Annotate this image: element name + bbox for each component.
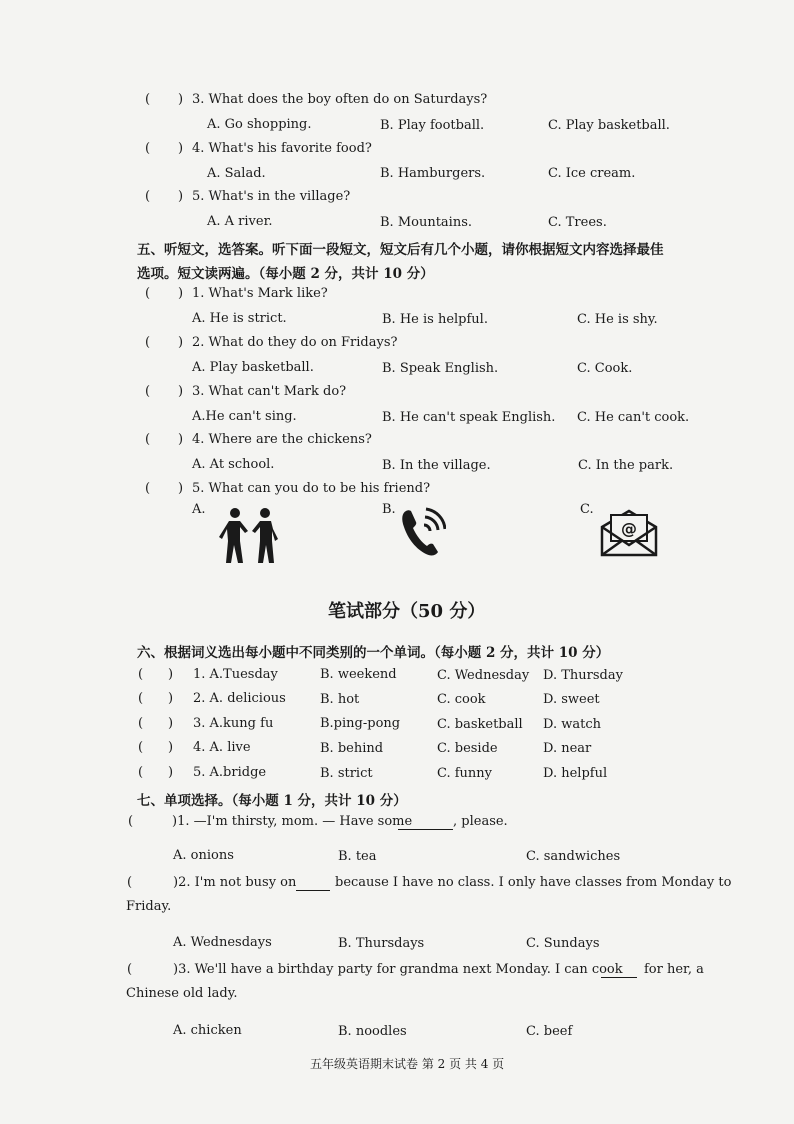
- question-text: )2. I'm not busy on: [173, 875, 297, 890]
- word-option-a: 5. A.bridge: [193, 765, 267, 780]
- word-option-b: B. strict: [320, 766, 373, 781]
- answer-paren-open: (: [145, 384, 151, 399]
- answer-paren-open: (: [138, 667, 144, 682]
- option-b: B. tea: [338, 849, 377, 864]
- question-text-end: because I have no class. I only have classes from Monday to: [335, 875, 732, 890]
- answer-paren-open: (: [145, 92, 151, 107]
- phone-call-icon: [400, 505, 446, 557]
- answer-paren-open: (: [145, 335, 151, 350]
- answer-paren-open: (: [127, 875, 133, 890]
- word-option-c: C. beside: [437, 741, 498, 756]
- option-b: B. In the village.: [382, 458, 491, 473]
- option-c: C. Trees.: [548, 215, 607, 230]
- two-people-icon: [218, 505, 282, 565]
- question-text: 2. What do they do on Fridays?: [192, 335, 398, 350]
- word-option-d: D. helpful: [543, 766, 608, 781]
- option-a: A. A river.: [207, 214, 273, 229]
- written-part-title: 笔试部分（50 分）: [328, 601, 486, 622]
- option-b: B. Speak English.: [382, 361, 499, 376]
- option-a: A. onions: [173, 848, 234, 863]
- word-option-a: 3. A.kung fu: [193, 716, 274, 731]
- section-header: 六、根据词义选出每小题中不同类别的一个单词。（每小题 2 分，共计 10 分）: [137, 645, 610, 661]
- question-text: )1. —I'm thirsty, mom. — Have some: [172, 814, 413, 829]
- word-option-b: B. behind: [320, 741, 384, 756]
- word-option-a: 2. A. delicious: [193, 691, 286, 706]
- word-option-c: C. basketball: [437, 717, 523, 732]
- answer-paren-close: ): [168, 740, 174, 755]
- question-text: 4. What's his favorite food?: [192, 141, 372, 156]
- answer-blank[interactable]: [601, 976, 637, 978]
- answer-paren-close: ): [168, 765, 174, 780]
- option-c: C. Sundays: [526, 936, 600, 951]
- answer-paren-open: (: [145, 141, 151, 156]
- word-option-b: B.ping-pong: [320, 716, 401, 731]
- answer-paren-open: (: [128, 814, 134, 829]
- option-b: B. Thursdays: [338, 936, 425, 951]
- email-envelope-icon: [600, 507, 658, 557]
- answer-blank[interactable]: [296, 889, 330, 891]
- option-c: C. beef: [526, 1024, 573, 1039]
- question-text-end: , please.: [453, 814, 508, 829]
- word-option-c: C. Wednesday: [437, 668, 530, 683]
- question-text: )3. We'll have a birthday party for grandma next Monday. I can cook: [173, 962, 623, 977]
- word-option-c: C. cook: [437, 692, 486, 707]
- question-text-continued: Chinese old lady.: [126, 986, 238, 1001]
- question-text: 1. What's Mark like?: [192, 286, 328, 301]
- option-b: B. Hamburgers.: [380, 166, 486, 181]
- option-a: A.He can't sing.: [192, 409, 297, 424]
- option-a: A. chicken: [173, 1023, 242, 1038]
- word-option-a: 4. A. live: [193, 740, 251, 755]
- answer-paren-open: (: [145, 481, 151, 496]
- option-a: A. Go shopping.: [207, 117, 312, 132]
- answer-paren-open: (: [138, 765, 144, 780]
- option-c: C.: [580, 502, 594, 517]
- section-header: 五、听短文，选答案。听下面一段短文，短文后有几个小题，请你根据短文内容选择最佳: [137, 242, 664, 258]
- answer-paren-close: ): [178, 189, 184, 204]
- word-option-b: B. weekend: [320, 667, 397, 682]
- answer-paren-close: ): [178, 432, 184, 447]
- answer-paren-close: ): [178, 384, 184, 399]
- question-text: 3. What can't Mark do?: [192, 384, 347, 399]
- question-text-end: for her, a: [644, 962, 704, 977]
- option-c: C. He can't cook.: [577, 410, 690, 425]
- answer-paren-close: ): [168, 716, 174, 731]
- option-c: C. He is shy.: [577, 312, 658, 327]
- option-a: A.: [192, 502, 206, 517]
- option-a: A. Play basketball.: [192, 360, 314, 375]
- answer-paren-open: (: [145, 432, 151, 447]
- word-option-a: 1. A.Tuesday: [193, 667, 278, 682]
- question-text: 4. Where are the chickens?: [192, 432, 372, 447]
- svg-text:@: @: [621, 519, 637, 538]
- page-footer: 五年级英语期末试卷 第 2 页 共 4 页: [310, 1057, 505, 1071]
- answer-paren-close: ): [178, 286, 184, 301]
- answer-paren-open: (: [138, 740, 144, 755]
- answer-paren-close: ): [178, 335, 184, 350]
- answer-paren-open: (: [127, 962, 133, 977]
- option-b: B. Mountains.: [380, 215, 473, 230]
- option-b: B. Play football.: [380, 118, 485, 133]
- option-b: B. He is helpful.: [382, 312, 488, 327]
- word-option-c: C. funny: [437, 766, 493, 781]
- question-text: 5. What's in the village?: [192, 189, 351, 204]
- section-header: 七、单项选择。（每小题 1 分，共计 10 分）: [137, 793, 407, 809]
- answer-blank[interactable]: [398, 828, 453, 830]
- answer-paren-open: (: [145, 286, 151, 301]
- option-c: C. In the park.: [578, 458, 674, 473]
- option-a: A. He is strict.: [192, 311, 287, 326]
- section-header-continued: 选项。短文读两遍。（每小题 2 分，共计 10 分）: [137, 266, 434, 282]
- word-option-d: D. sweet: [543, 692, 600, 707]
- option-a: A. At school.: [192, 457, 275, 472]
- answer-paren-open: (: [138, 716, 144, 731]
- option-b: B.: [382, 502, 396, 517]
- option-c: C. Play basketball.: [548, 118, 670, 133]
- option-a: A. Salad.: [207, 166, 266, 181]
- answer-paren-open: (: [145, 189, 151, 204]
- answer-paren-close: ): [168, 667, 174, 682]
- option-b: B. He can't speak English.: [382, 410, 556, 425]
- question-text: 3. What does the boy often do on Saturdays?: [192, 92, 488, 107]
- answer-paren-close: ): [168, 691, 174, 706]
- answer-paren-close: ): [178, 92, 184, 107]
- answer-paren-close: ): [178, 481, 184, 496]
- word-option-d: D. watch: [543, 717, 601, 732]
- option-a: A. Wednesdays: [173, 935, 272, 950]
- option-c: C. sandwiches: [526, 849, 621, 864]
- word-option-d: D. Thursday: [543, 668, 623, 683]
- option-b: B. noodles: [338, 1024, 407, 1039]
- option-c: C. Cook.: [577, 361, 633, 376]
- question-text-continued: Friday.: [126, 899, 172, 914]
- word-option-d: D. near: [543, 741, 592, 756]
- word-option-b: B. hot: [320, 692, 360, 707]
- question-text: 5. What can you do to be his friend?: [192, 481, 431, 496]
- answer-paren-close: ): [178, 141, 184, 156]
- option-c: C. Ice cream.: [548, 166, 636, 181]
- answer-paren-open: (: [138, 691, 144, 706]
